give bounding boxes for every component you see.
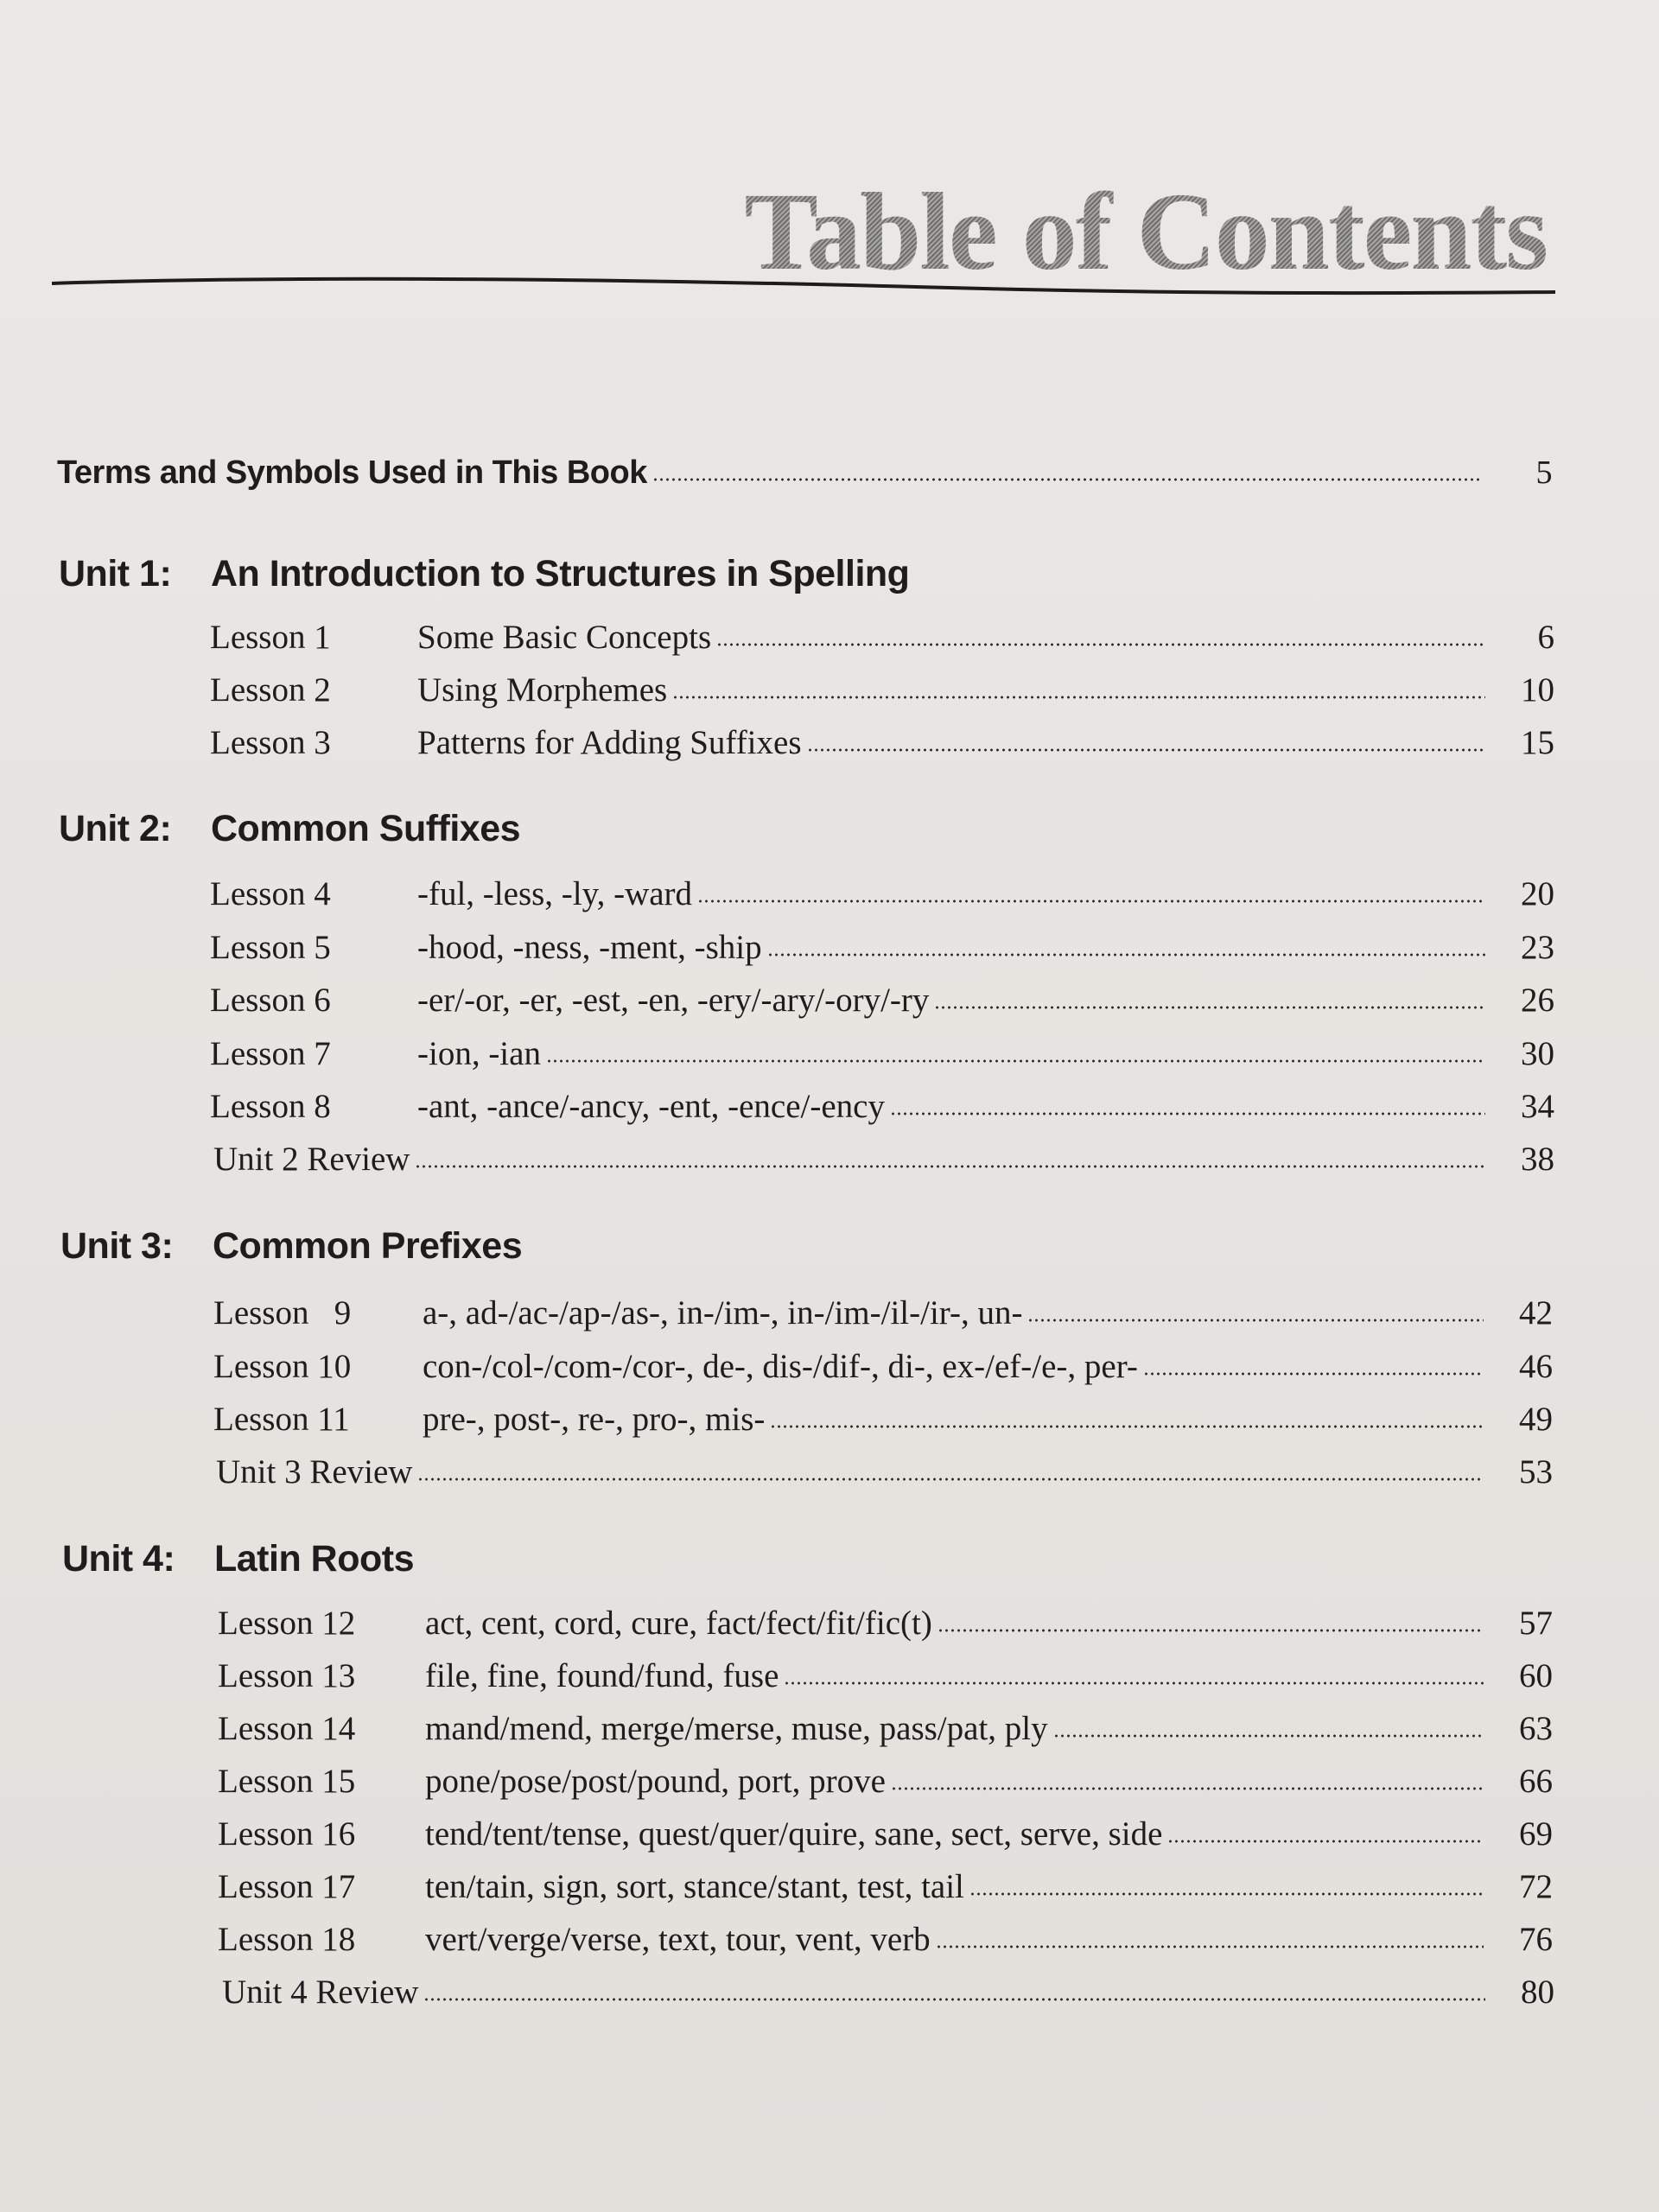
unit-heading-4: Unit 4: Latin Roots <box>62 1538 414 1580</box>
toc-entry-lesson-17[interactable]: Lesson 17 ten/tain, sign, sort, stance/stant, test, tail 72 <box>218 1868 1553 1905</box>
dot-leader <box>891 1787 1484 1790</box>
page-number: 15 <box>1521 724 1554 761</box>
page-number: 10 <box>1521 671 1554 709</box>
unit-heading-3: Unit 3: Common Prefixes <box>60 1225 523 1267</box>
dot-leader <box>423 1998 1485 2001</box>
toc-entry-lesson-10[interactable]: Lesson 10 con-/col-/com-/cor-, de-, dis-/dif-, di-, ex-/ef-/e-, per- 46 <box>213 1348 1553 1385</box>
toc-entry-lesson-14[interactable]: Lesson 14 mand/mend, merge/merse, muse, pass/pat, ply 63 <box>218 1710 1553 1747</box>
toc-entry-lesson-5[interactable]: Lesson 5 -hood, -ness, -ment, -ship 23 <box>210 929 1554 966</box>
dot-leader <box>417 1478 1484 1481</box>
dot-leader <box>936 1945 1484 1948</box>
page-number: 63 <box>1519 1710 1553 1747</box>
unit-heading-2: Unit 2: Common Suffixes <box>59 808 521 849</box>
toc-entry-unit-4-review[interactable]: Unit 4 Review 80 <box>222 1974 1554 2011</box>
toc-entry-lesson-8[interactable]: Lesson 8 -ant, -ance/-ancy, -ent, -ence/-ency 34 <box>210 1088 1554 1125</box>
page-number: 26 <box>1521 982 1554 1019</box>
page-number: 6 <box>1537 619 1554 656</box>
toc-entry-terms-symbols[interactable] <box>57 454 1552 492</box>
page-number: 46 <box>1519 1348 1553 1385</box>
dot-leader <box>767 953 1485 957</box>
dot-leader <box>546 1059 1485 1063</box>
toc-entry-lesson-4[interactable]: Lesson 4 -ful, -less, -ly, -ward 20 <box>210 875 1554 912</box>
toc-entry-lesson-13[interactable]: Lesson 13 file, fine, found/fund, fuse 60 <box>218 1657 1553 1694</box>
page-number: 34 <box>1521 1088 1554 1125</box>
toc-entry-lesson-15[interactable]: Lesson 15 pone/pose/post/pound, port, prove 66 <box>218 1763 1553 1800</box>
dot-leader <box>807 748 1485 752</box>
page-number: 20 <box>1521 875 1554 912</box>
dot-leader <box>938 1629 1484 1632</box>
page-number: 53 <box>1519 1453 1553 1491</box>
dot-leader <box>716 643 1485 646</box>
dot-leader <box>672 696 1485 699</box>
dot-leader <box>1027 1319 1484 1322</box>
toc-entry-lesson-7[interactable]: Lesson 7 -ion, -ian 30 <box>210 1035 1554 1072</box>
toc-entry-lesson-16[interactable]: Lesson 16 tend/tent/tense, quest/quer/quire, sane, sect, serve, side 69 <box>218 1815 1553 1853</box>
page-number: 49 <box>1519 1401 1553 1438</box>
page-number: 60 <box>1519 1657 1553 1694</box>
unit-heading-1: Unit 1: An Introduction to Structures in Spelling <box>59 553 910 594</box>
title-underline <box>52 275 1555 301</box>
page-number: 38 <box>1521 1141 1554 1178</box>
dot-leader <box>784 1681 1484 1685</box>
toc-entry-lesson-11[interactable]: Lesson 11 pre-, post-, re-, pro-, mis- 49 <box>213 1401 1553 1438</box>
dot-leader <box>934 1006 1485 1009</box>
dot-leader <box>697 899 1485 903</box>
toc-entry-lesson-12[interactable]: Lesson 12 act, cent, cord, cure, fact/fect/fit/fic(t) 57 <box>218 1605 1553 1642</box>
toc-entry-unit-2-review[interactable]: Unit 2 Review 38 <box>213 1141 1554 1178</box>
dot-leader <box>890 1112 1485 1116</box>
page-number: 76 <box>1519 1921 1553 1958</box>
dot-leader <box>652 478 1483 481</box>
toc-entry-lesson-3[interactable]: Lesson 3 Patterns for Adding Suffixes 15 <box>210 724 1554 761</box>
page-number: 72 <box>1519 1868 1553 1905</box>
page-number: 42 <box>1519 1294 1553 1332</box>
toc-entry-lesson-2[interactable]: Lesson 2 Using Morphemes 10 <box>210 671 1554 709</box>
dot-leader <box>1167 1840 1484 1843</box>
entry-label: Terms and Symbols Used in This Book <box>57 454 647 491</box>
toc-entry-lesson-1[interactable]: Lesson 1 Some Basic Concepts 6 <box>210 619 1554 656</box>
page-number: 66 <box>1519 1763 1553 1800</box>
page-number: 69 <box>1519 1815 1553 1853</box>
page-number: 57 <box>1519 1605 1553 1642</box>
toc-entry-lesson-18[interactable]: Lesson 18 vert/verge/verse, text, tour, vent, verb 76 <box>218 1921 1553 1958</box>
toc-entry-lesson-6[interactable]: Lesson 6 -er/-or, -er, -est, -en, -ery/-ary/-ory/-ry 26 <box>210 982 1554 1019</box>
toc-entry-lesson-9[interactable]: Lesson 9 a-, ad-/ac-/ap-/as-, in-/im-, in-/im-/il-/ir-, un- 42 <box>213 1294 1553 1332</box>
toc-entry-unit-3-review[interactable]: Unit 3 Review 53 <box>216 1453 1553 1491</box>
page-number: 30 <box>1521 1035 1554 1072</box>
dot-leader <box>770 1425 1484 1428</box>
page-number: 23 <box>1521 929 1554 966</box>
dot-leader <box>1053 1734 1484 1738</box>
page-number: 80 <box>1521 1974 1554 2011</box>
dot-leader <box>1143 1372 1484 1376</box>
dot-leader <box>415 1165 1485 1168</box>
page-number: 5 <box>1535 454 1552 491</box>
dot-leader <box>969 1892 1484 1896</box>
page-title: Table of Contents <box>745 168 1548 296</box>
